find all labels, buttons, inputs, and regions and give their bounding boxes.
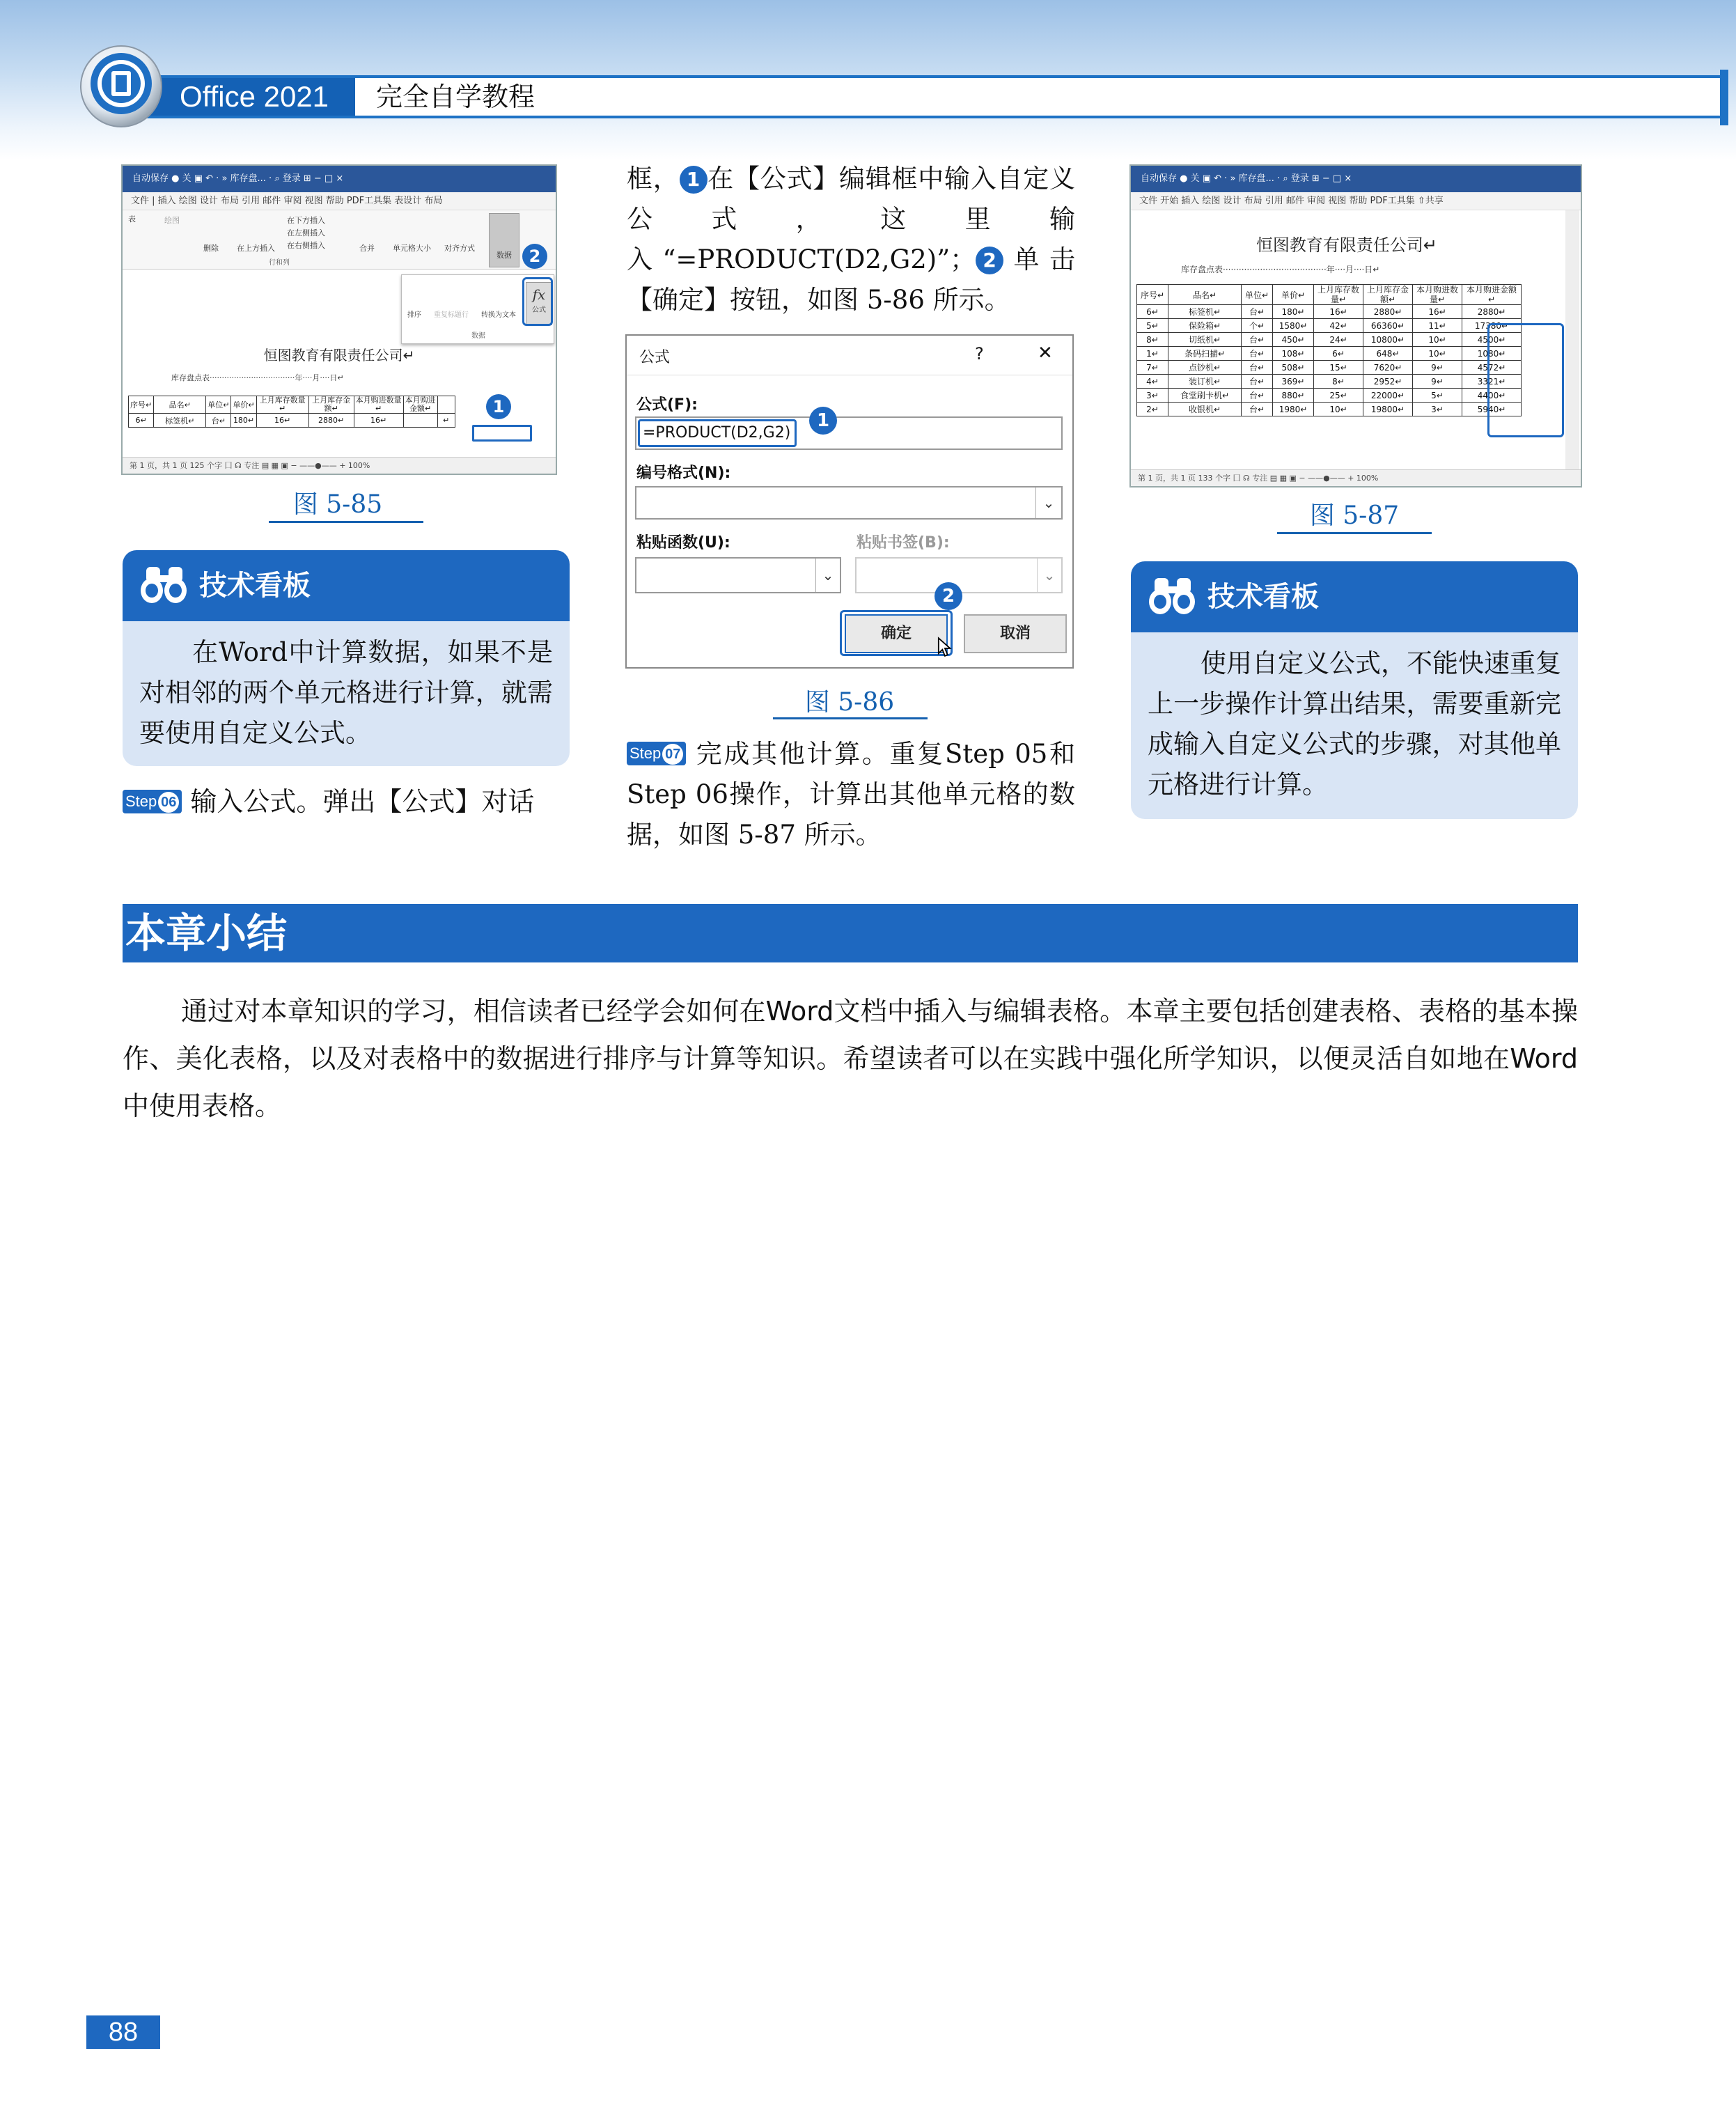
header-series: 完全自学教程 — [376, 81, 535, 112]
ribbon-merge[interactable]: 合并 — [359, 244, 375, 253]
table-cell: 66360↵ — [1363, 319, 1413, 333]
formula-dialog — [625, 334, 1074, 669]
tech-panel-header — [1131, 561, 1578, 632]
table-row — [1137, 389, 1522, 403]
formula-label: 公式(F): — [636, 396, 698, 414]
highlight-target-cell — [472, 425, 532, 442]
tech-panel-title: 技术看板 — [199, 570, 311, 602]
table-cell: 收银机↵ — [1168, 403, 1242, 416]
inline-badge-2: 2 — [976, 247, 1003, 274]
table-cell: 10↵ — [1413, 347, 1462, 361]
highlight-formula-button — [522, 277, 553, 326]
step-label: Step — [630, 744, 662, 762]
table-cell: 台↵ — [1242, 333, 1273, 347]
table-cell: 4500↵ — [1462, 333, 1522, 347]
callout-badge-2: 2 — [935, 582, 962, 610]
table-row — [1137, 361, 1522, 375]
table-header-cell: 单价↵ — [1273, 285, 1314, 305]
callout-badge-1: 1 — [809, 407, 837, 435]
formula-input[interactable]: =PRODUCT(D2,G2) — [638, 419, 797, 447]
table-cell: 4400↵ — [1462, 389, 1522, 403]
table-cell: 装订机↵ — [1168, 375, 1242, 389]
table-cell: 2↵ — [1137, 403, 1168, 416]
step-06-text: 输入公式。弹出【公式】对话 — [190, 786, 535, 817]
table-row — [1137, 305, 1522, 319]
ribbon-cell-size[interactable]: 单元格大小 — [393, 244, 431, 253]
table-cell: 8↵ — [1314, 375, 1363, 389]
table-cell: 台↵ — [206, 414, 231, 428]
table-cell: 点钞机↵ — [1168, 361, 1242, 375]
step-number: 07 — [662, 744, 683, 765]
ribbon-alignment[interactable]: 对齐方式 — [444, 244, 475, 253]
table-cell[interactable] — [403, 414, 437, 428]
table-cell: 5↵ — [1137, 319, 1168, 333]
ribbon-group-table[interactable]: 表 — [128, 214, 136, 224]
table-row — [1137, 403, 1522, 416]
ribbon — [123, 210, 556, 270]
table-cell: 9↵ — [1413, 361, 1462, 375]
figure-5-87 — [1129, 164, 1582, 488]
chevron-down-icon: ⌄ — [815, 559, 840, 592]
step-badge — [627, 742, 686, 765]
step-07-text: 完成其他计算。重复Step 05和Step 06操作，计算出其他单元格的数据，如图 5-87 所示。 — [627, 739, 1076, 850]
table-cell: 台↵ — [1242, 389, 1273, 403]
popup-repeat-header[interactable]: 重复标题行 — [434, 311, 469, 319]
doc-subtitle: 库存盘点表···································年····月····日↵ — [171, 373, 344, 382]
table-cell: 切纸机↵ — [1168, 333, 1242, 347]
table-cell: 17380↵ — [1462, 319, 1522, 333]
table-cell: 6↵ — [1137, 305, 1168, 319]
caption-rule — [269, 521, 423, 523]
ribbon-delete[interactable]: 删除 — [203, 244, 219, 253]
doc-title: 恒图教育有限责任公司↵ — [263, 347, 415, 364]
table-header-cell: 本月购进数量↵ — [354, 396, 403, 414]
table-cell: 标签机↵ — [154, 414, 206, 428]
table-cell: 108↵ — [1273, 347, 1314, 361]
table-cell: 2952↵ — [1363, 375, 1413, 389]
mouse-cursor-icon — [937, 637, 953, 659]
callout-badge-1: 1 — [486, 394, 511, 419]
col2-text-a: 框， — [627, 164, 680, 194]
popup-formula[interactable]: 公式 — [532, 306, 546, 314]
close-icon[interactable]: ✕ — [1038, 343, 1053, 364]
table-header-cell — [437, 396, 455, 414]
table-cell: 2880↵ — [1462, 305, 1522, 319]
table-header-cell: 单位↵ — [206, 396, 231, 414]
table-cell: 450↵ — [1273, 333, 1314, 347]
table-row — [1137, 319, 1522, 333]
step-label: Step — [125, 793, 157, 810]
table-header-row — [1137, 285, 1522, 305]
word-title-bar: 自动保存 ● 关 ▣ ↶ · » 库存盘... · ⌕ 登录 ⊞ − □ × — [1131, 166, 1581, 192]
doc-title: 恒图教育有限责任公司↵ — [1256, 235, 1438, 255]
table-cell: 648↵ — [1363, 347, 1413, 361]
ribbon-insert-right[interactable]: 在右侧插入 — [287, 241, 325, 250]
page-number: 88 — [86, 2015, 160, 2049]
table-cell: 食堂刷卡机↵ — [1168, 389, 1242, 403]
tech-panel-text: 在Word中计算数据，如果不是对相邻的两个单元格进行计算，就需要使用自定义公式。 — [139, 637, 553, 748]
chevron-down-icon: ⌄ — [1035, 488, 1061, 518]
chevron-down-icon: ⌄ — [1037, 559, 1061, 592]
status-bar: 第 1 页，共 1 页 125 个字 囗 ☊ 专注 ▤ ▦ ▣ − ——●—— + 100% — [123, 457, 556, 474]
tech-panel-body — [1131, 632, 1578, 819]
table-header-cell: 上月库存金额↵ — [308, 396, 354, 414]
ribbon-insert-below[interactable]: 在下方插入 — [287, 216, 325, 225]
chapter-summary-heading: 本章小结 — [123, 904, 1578, 962]
office-logo-icon — [78, 43, 164, 130]
tech-panel-title: 技术看板 — [1207, 581, 1319, 613]
table-row — [1137, 333, 1522, 347]
table-cell: 7↵ — [1137, 361, 1168, 375]
table-cell: 16↵ — [354, 414, 403, 428]
ok-button[interactable]: 确定 — [845, 614, 948, 653]
popup-sort[interactable]: 排序 — [407, 311, 421, 319]
number-format-select[interactable] — [635, 486, 1063, 520]
ruler-right — [1565, 210, 1579, 469]
table-cell: 保险箱↵ — [1168, 319, 1242, 333]
table-header-cell: 品名↵ — [154, 396, 206, 414]
ribbon-tabs[interactable]: 文件 | 插入 绘图 设计 布局 引用 邮件 审阅 视图 帮助 PDF工具集 表设计 布局 — [123, 192, 556, 210]
tech-panel-text: 使用自定义公式，不能快速重复上一步操作计算出结果，需要重新完成输入自定义公式的步骤，对其他单元格进行计算。 — [1148, 648, 1561, 800]
table-cell: 台↵ — [1242, 375, 1273, 389]
table-row — [129, 414, 455, 428]
caption-rule — [773, 717, 928, 719]
highlight-result-column — [1487, 323, 1564, 437]
table-cell: 1580↵ — [1273, 319, 1314, 333]
table-cell: 台↵ — [1242, 347, 1273, 361]
table-header-cell: 序号↵ — [1137, 285, 1168, 305]
table-header-cell: 本月购进金额↵ — [1462, 285, 1522, 305]
table-header-cell: 单位↵ — [1242, 285, 1273, 305]
column2-intro — [627, 159, 1075, 320]
figure-5-85 — [121, 164, 557, 475]
table-cell: 880↵ — [1273, 389, 1314, 403]
tech-panel-body — [123, 621, 570, 766]
caption-5-86: 图 5-86 — [804, 688, 895, 717]
table-cell: ↵ — [437, 414, 455, 428]
ribbon-group-label: 行和列 — [269, 259, 290, 267]
binoculars-icon — [136, 560, 192, 610]
ribbon-insert-above[interactable]: 在上方插入 — [237, 244, 275, 253]
step-07 — [627, 734, 1075, 855]
table-cell: 16↵ — [1413, 305, 1462, 319]
table-cell: 台↵ — [1242, 403, 1273, 416]
table-header-cell: 上月库存数量↵ — [256, 396, 308, 414]
table-cell: 2880↵ — [308, 414, 354, 428]
table-cell: 369↵ — [1273, 375, 1314, 389]
help-button[interactable]: ? — [975, 344, 984, 364]
ribbon-data[interactable]: 数据 — [496, 251, 512, 260]
table-cell: 16↵ — [256, 414, 308, 428]
table-cell: 4↵ — [1137, 375, 1168, 389]
paste-function-select[interactable] — [635, 557, 841, 593]
table-cell: 8↵ — [1137, 333, 1168, 347]
step-badge — [123, 790, 182, 813]
table-row — [1137, 347, 1522, 361]
table-cell: 22000↵ — [1363, 389, 1413, 403]
table-cell: 5↵ — [1413, 389, 1462, 403]
table-cell: 3321↵ — [1462, 375, 1522, 389]
tech-panel-header — [123, 550, 570, 621]
caption-5-85: 图 5-85 — [292, 490, 383, 519]
table-cell: 标签机↵ — [1168, 305, 1242, 319]
table-cell: 4572↵ — [1462, 361, 1522, 375]
table-cell: 508↵ — [1273, 361, 1314, 375]
table-cell: 180↵ — [231, 414, 256, 428]
inventory-table — [1136, 284, 1522, 416]
table-cell: 10800↵ — [1363, 333, 1413, 347]
table-header-cell: 品名↵ — [1168, 285, 1242, 305]
table-cell: 1080↵ — [1462, 347, 1522, 361]
cancel-button[interactable]: 取消 — [964, 614, 1067, 653]
word-title-bar: 自动保存 ● 关 ▣ ↶ · » 库存盘... · ⌕ 登录 ⊞ − □ × — [123, 166, 556, 192]
doc-subtitle: 库存盘点表·······································年····月····日↵ — [1181, 265, 1380, 274]
table-header-row — [129, 396, 455, 414]
paste-bookmark-label: 粘贴书签(B): — [857, 534, 950, 552]
table-cell: 6↵ — [1314, 347, 1363, 361]
chapter-summary-text: 通过对本章知识的学习，相信读者已经学会如何在Word文档中插入与编辑表格。本章主要包括创建表格、表格的基本操作、美化表格，以及对表格中的数据进行排序与计算等知识。希望读者可以在实践中强化所学知识，以便灵活自如地在Word中使用表格。 — [123, 996, 1578, 1121]
table-header-cell: 上月库存金额↵ — [1363, 285, 1413, 305]
popup-group-label: 数据 — [471, 332, 485, 340]
table-cell: 42↵ — [1314, 319, 1363, 333]
table-cell: 条码扫描↵ — [1168, 347, 1242, 361]
table-cell: 24↵ — [1314, 333, 1363, 347]
table-cell: 11↵ — [1413, 319, 1462, 333]
number-format-label: 编号格式(N): — [636, 465, 731, 482]
table-cell: 10↵ — [1314, 403, 1363, 416]
table-cell: 3↵ — [1413, 403, 1462, 416]
table-cell: 16↵ — [1314, 305, 1363, 319]
table-cell: 6↵ — [129, 414, 154, 428]
col2-text-b: 在【公式】编辑框中输入自定义公式，这里输入“=PRODUCT(D2,G2)”； — [627, 164, 1075, 274]
table-cell: 180↵ — [1273, 305, 1314, 319]
table-cell: 台↵ — [1242, 305, 1273, 319]
table-header-cell: 本月购进数量↵ — [1413, 285, 1462, 305]
caption-rule — [1277, 532, 1432, 534]
binoculars-icon — [1145, 571, 1201, 621]
table-header-cell: 上月库存数量↵ — [1314, 285, 1363, 305]
inventory-table — [128, 396, 455, 428]
table-cell: 5940↵ — [1462, 403, 1522, 416]
table-header-cell: 序号↵ — [129, 396, 154, 414]
table-cell: 15↵ — [1314, 361, 1363, 375]
step-06 — [123, 781, 575, 822]
col2-text-c: 单击【确定】按钮，如图 5-86 所示。 — [627, 244, 1075, 315]
ribbon-tabs[interactable]: 文件 开始 插入 绘图 设计 布局 引用 邮件 审阅 视图 帮助 PDF工具集 ⇧共享 — [1131, 192, 1581, 210]
dialog-title: 公式 — [639, 349, 671, 366]
table-cell: 1980↵ — [1273, 403, 1314, 416]
caption-5-87: 图 5-87 — [1309, 501, 1400, 530]
header-product: Office 2021 — [149, 78, 355, 116]
table-body — [1137, 305, 1522, 416]
table-header-cell: 单价↵ — [231, 396, 256, 414]
table-cell: 19800↵ — [1363, 403, 1413, 416]
callout-badge-2: 2 — [522, 244, 547, 269]
table-cell: 3↵ — [1137, 389, 1168, 403]
table-cell: 2880↵ — [1363, 305, 1413, 319]
ribbon-group-draw[interactable]: 绘图 — [164, 216, 180, 225]
header-endcap — [1720, 70, 1728, 125]
popup-convert-text[interactable]: 转换为文本 — [481, 311, 516, 319]
paste-function-label: 粘贴函数(U): — [636, 534, 730, 552]
table-cell: 个↵ — [1242, 319, 1273, 333]
table-cell: 1↵ — [1137, 347, 1168, 361]
table-header-cell: 本月购进金额↵ — [403, 396, 437, 414]
table-cell: 台↵ — [1242, 361, 1273, 375]
table-cell: 7620↵ — [1363, 361, 1413, 375]
status-bar: 第 1 页，共 1 页 133 个字 囗 ☊ 专注 ▤ ▦ ▣ − ——●—— + 100% — [1131, 469, 1581, 486]
table-row — [1137, 375, 1522, 389]
table-cell: 25↵ — [1314, 389, 1363, 403]
table-cell: 10↵ — [1413, 333, 1462, 347]
ribbon-insert-left[interactable]: 在左侧插入 — [287, 228, 325, 237]
fx-icon: fx — [532, 286, 546, 303]
table-cell: 9↵ — [1413, 375, 1462, 389]
inline-badge-1: 1 — [680, 166, 707, 194]
step-number: 06 — [158, 792, 179, 813]
